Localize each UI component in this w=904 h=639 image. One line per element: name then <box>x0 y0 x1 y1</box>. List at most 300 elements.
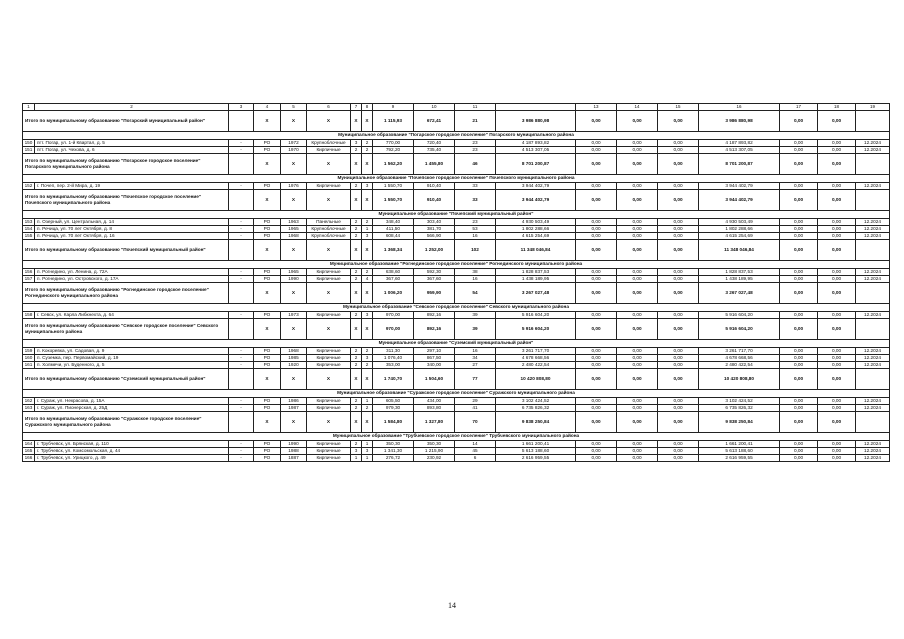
column-number-cell: 11 <box>455 104 496 111</box>
table-cell: 160 <box>23 354 35 361</box>
table-cell: 12.2024 <box>856 354 890 361</box>
table-cell: Кирпичные <box>307 268 351 275</box>
table-cell: 1 <box>362 225 373 232</box>
table-cell: 0,00 <box>617 225 658 232</box>
table-cell: 867,50 <box>414 354 455 361</box>
total-cell: 0,00 <box>576 189 617 210</box>
total-cell <box>229 318 254 339</box>
table-cell: 0,00 <box>780 182 818 189</box>
table-cell: 367,60 <box>373 275 414 282</box>
address-cell: п. Речица, ул. 70 лет Октября, д. 8 <box>35 225 229 232</box>
total-cell: 0,00 <box>780 189 818 210</box>
table-cell: - <box>229 225 254 232</box>
table-cell: 720,40 <box>414 139 455 146</box>
table-cell: 892,16 <box>414 311 455 318</box>
column-number-cell: 2 <box>35 104 229 111</box>
table-cell: 0,00 <box>658 447 699 454</box>
table-cell: - <box>229 311 254 318</box>
section-title: Муниципальное образование "Почепское городское поселение" Почепского муниципального района <box>23 174 890 182</box>
table-cell: - <box>229 182 254 189</box>
total-cell: Х <box>351 411 362 432</box>
total-cell: 0,00 <box>818 318 856 339</box>
table-cell: 12.2024 <box>856 275 890 282</box>
table-cell: - <box>229 440 254 447</box>
table-cell: 0,00 <box>818 275 856 282</box>
total-cell: 1 115,93 <box>373 110 414 131</box>
table-cell: 608,44 <box>373 232 414 239</box>
table-cell: 0,00 <box>818 361 856 368</box>
address-cell: г. Севск, ул. Карла Либкнехта, д. 64 <box>35 311 229 318</box>
table-cell: Кирпичные <box>307 454 351 461</box>
table-cell: 0,00 <box>617 361 658 368</box>
table-cell: 910,40 <box>414 182 455 189</box>
table-cell: РО <box>254 218 281 225</box>
table-cell: 2 <box>351 311 362 318</box>
table-cell: 4 930 503,49 <box>496 218 576 225</box>
table-cell: 0,00 <box>780 225 818 232</box>
table-cell: - <box>229 275 254 282</box>
table-cell: 23 <box>455 218 496 225</box>
table-cell: 1 828 837,53 <box>496 268 576 275</box>
table-cell: - <box>229 347 254 354</box>
table-row <box>23 447 890 454</box>
table-cell: 2 <box>351 218 362 225</box>
table-cell: 0,00 <box>658 354 699 361</box>
total-cell <box>229 189 254 210</box>
total-cell: 0,00 <box>818 368 856 389</box>
table-cell: РО <box>254 397 281 404</box>
total-cell: 0,00 <box>576 282 617 303</box>
table-cell: 0,00 <box>576 361 617 368</box>
table-cell: 0,00 <box>818 347 856 354</box>
table-cell: Кирпичные <box>307 440 351 447</box>
table-cell: 12.2024 <box>856 182 890 189</box>
table-cell: РО <box>254 146 281 153</box>
address-cell: п. Холмечи, ул. Буденного, д. 5 <box>35 361 229 368</box>
total-cell: 1 584,80 <box>373 411 414 432</box>
table-cell: 12.2024 <box>856 311 890 318</box>
total-cell: 3 267 027,48 <box>496 282 576 303</box>
table-row <box>23 232 890 239</box>
table-cell: 23 <box>455 139 496 146</box>
table-cell: 2 <box>362 139 373 146</box>
page-number: 14 <box>448 601 456 610</box>
total-label: Итого по муниципальному образованию "Почепский муниципальный район" <box>23 239 229 260</box>
total-cell: 3 267 027,48 <box>699 282 780 303</box>
total-cell: Х <box>307 411 351 432</box>
table-cell: 0,00 <box>576 311 617 318</box>
table-cell: 1 802 288,66 <box>699 225 780 232</box>
table-cell: - <box>229 354 254 361</box>
table-cell: 792,20 <box>373 146 414 153</box>
table-cell: 1976 <box>281 182 307 189</box>
total-cell: 1 740,70 <box>373 368 414 389</box>
table-cell: 0,00 <box>658 454 699 461</box>
table-cell: 0,00 <box>658 146 699 153</box>
total-cell: 33 <box>455 189 496 210</box>
table-cell: 2 <box>362 347 373 354</box>
table-cell: 0,00 <box>576 440 617 447</box>
table-cell: 38 <box>455 268 496 275</box>
total-cell <box>229 110 254 131</box>
table-cell: 1990 <box>281 440 307 447</box>
table-cell: РО <box>254 139 281 146</box>
table-cell: Кирпичные <box>307 275 351 282</box>
total-cell: Х <box>254 189 281 210</box>
total-cell: Х <box>362 110 373 131</box>
column-number-cell: 18 <box>818 104 856 111</box>
table-cell: Кирпичные <box>307 182 351 189</box>
table-cell: РО <box>254 182 281 189</box>
total-cell: Х <box>281 239 307 260</box>
table-cell: РО <box>254 268 281 275</box>
column-number-cell: 17 <box>780 104 818 111</box>
total-cell: Х <box>351 110 362 131</box>
table-cell: Панельные <box>307 218 351 225</box>
total-cell <box>856 239 890 260</box>
total-cell: 3 944 402,79 <box>699 189 780 210</box>
table-cell: 1965 <box>281 225 307 232</box>
total-cell <box>229 282 254 303</box>
column-number-cell: 14 <box>617 104 658 111</box>
table-cell: Кирпичные <box>307 347 351 354</box>
table-cell: 12.2024 <box>856 139 890 146</box>
table-cell: 0,00 <box>780 275 818 282</box>
total-cell: 0,00 <box>818 153 856 174</box>
table-cell: 0,00 <box>818 311 856 318</box>
total-cell: 672,41 <box>414 110 455 131</box>
table-cell: 4 <box>362 275 373 282</box>
table-cell: 970,00 <box>373 311 414 318</box>
total-cell: 46 <box>455 153 496 174</box>
table-cell: 4 187 893,82 <box>699 139 780 146</box>
table-cell: 0,00 <box>780 232 818 239</box>
column-number-cell: 15 <box>658 104 699 111</box>
total-cell: 1 252,00 <box>414 239 455 260</box>
table-row <box>23 354 890 361</box>
total-cell: 0,00 <box>617 153 658 174</box>
total-cell <box>856 153 890 174</box>
table-cell: 12.2024 <box>856 232 890 239</box>
table-cell: Крупноблочные <box>307 139 351 146</box>
table-cell: РО <box>254 440 281 447</box>
table-cell: 3 <box>351 447 362 454</box>
table-cell: 16 <box>455 347 496 354</box>
total-cell <box>229 411 254 432</box>
table-cell: 1986 <box>281 397 307 404</box>
table-cell: 0,00 <box>658 218 699 225</box>
table-cell: 0,00 <box>617 275 658 282</box>
section-title: Муниципальное образование "Погарское городское поселение" Погарского муниципального района <box>23 131 890 139</box>
table-cell: 154 <box>23 225 35 232</box>
table-cell: 0,00 <box>780 218 818 225</box>
table-cell: 166 <box>23 454 35 461</box>
table-row <box>23 139 890 146</box>
table-cell: 1987 <box>281 404 307 411</box>
table-cell: 0,00 <box>576 447 617 454</box>
table-row <box>23 275 890 282</box>
table-cell: 0,00 <box>658 275 699 282</box>
total-cell: 77 <box>455 368 496 389</box>
total-cell: Х <box>307 153 351 174</box>
total-cell: Х <box>351 189 362 210</box>
total-cell: Х <box>362 282 373 303</box>
total-row <box>23 411 890 432</box>
table-cell: 0,00 <box>576 454 617 461</box>
table-cell: 12.2024 <box>856 268 890 275</box>
total-cell: 0,00 <box>780 318 818 339</box>
table-cell: Кирпичные <box>307 311 351 318</box>
table-cell: 0,00 <box>818 268 856 275</box>
table-cell: 0,00 <box>576 146 617 153</box>
table-cell: РО <box>254 311 281 318</box>
total-cell: Х <box>307 282 351 303</box>
total-cell: 11 348 046,84 <box>496 239 576 260</box>
total-cell: 8 701 200,87 <box>496 153 576 174</box>
table-cell: 0,00 <box>658 232 699 239</box>
column-number-cell: 6 <box>307 104 351 111</box>
total-cell: 0,00 <box>780 411 818 432</box>
total-cell: Х <box>254 239 281 260</box>
total-cell <box>856 189 890 210</box>
table-cell: 12.2024 <box>856 225 890 232</box>
total-cell <box>856 110 890 131</box>
table-cell: 1 661 200,41 <box>496 440 576 447</box>
table-cell: 353,00 <box>373 361 414 368</box>
table-cell: 0,00 <box>617 311 658 318</box>
total-cell: 0,00 <box>576 239 617 260</box>
table-cell: 39 <box>455 311 496 318</box>
total-cell <box>856 411 890 432</box>
table-cell: Кирпичные <box>307 146 351 153</box>
table-cell: 34 <box>455 354 496 361</box>
table-cell: 3 <box>351 139 362 146</box>
total-cell: Х <box>307 318 351 339</box>
table-cell: 1 438 189,95 <box>496 275 576 282</box>
table-cell: 2 <box>362 404 373 411</box>
total-cell: 1 006,20 <box>373 282 414 303</box>
table-cell: 3 102 424,52 <box>699 397 780 404</box>
section-header-row <box>23 303 890 311</box>
table-cell: - <box>229 232 254 239</box>
total-cell: Х <box>254 318 281 339</box>
total-cell: 0,00 <box>576 411 617 432</box>
table-cell: 0,00 <box>617 182 658 189</box>
table-row <box>23 404 890 411</box>
total-cell: 11 348 046,84 <box>699 239 780 260</box>
section-title: Муниципальное образование "Рогнединское городское поселение" Рогнединского муниципального района <box>23 260 890 268</box>
section-title: Муниципальное образование "Трубчевское городское поселение" Трубчевского муниципального района <box>23 432 890 440</box>
total-cell: Х <box>362 153 373 174</box>
table-cell: 2 480 422,54 <box>699 361 780 368</box>
table-cell: 0,00 <box>818 146 856 153</box>
table-cell: 4 187 893,82 <box>496 139 576 146</box>
address-cell: г. Трубчевск, ул. Комсомольская, д. 44 <box>35 447 229 454</box>
section-header-row <box>23 131 890 139</box>
table-cell: 0,00 <box>658 397 699 404</box>
table-cell: 3 <box>362 447 373 454</box>
table-cell: 381,70 <box>414 225 455 232</box>
table-cell: 41 <box>455 404 496 411</box>
table-cell: 230,92 <box>414 454 455 461</box>
table-cell: 350,30 <box>414 440 455 447</box>
total-row <box>23 282 890 303</box>
column-number-cell: 5 <box>281 104 307 111</box>
total-cell: 970,00 <box>373 318 414 339</box>
address-cell: п. Речица, ул. 70 лет Октября, д. 16 <box>35 232 229 239</box>
total-cell: Х <box>281 318 307 339</box>
table-cell: 0,00 <box>617 139 658 146</box>
total-cell: 0,00 <box>658 282 699 303</box>
total-cell: Х <box>307 189 351 210</box>
table-cell: 0,00 <box>780 311 818 318</box>
table-cell: 0,00 <box>617 447 658 454</box>
table-cell: РО <box>254 354 281 361</box>
table-cell: 23 <box>455 146 496 153</box>
column-number-cell: 1 <box>23 104 35 111</box>
table-cell: 1 661 200,41 <box>699 440 780 447</box>
table-cell: 0,00 <box>617 440 658 447</box>
total-cell <box>229 368 254 389</box>
table-cell: 0,00 <box>576 225 617 232</box>
table-cell: 3 <box>362 311 373 318</box>
total-label: Итого по муниципальному образованию "Суражское городское поселение" Суражского муниципального района <box>23 411 229 432</box>
table-cell: 6 735 826,32 <box>699 404 780 411</box>
table-cell: 2 <box>351 232 362 239</box>
table-cell: 605,50 <box>373 397 414 404</box>
table-cell: РО <box>254 361 281 368</box>
table-cell: 0,00 <box>576 268 617 275</box>
table-cell: Кирпичные <box>307 361 351 368</box>
table-cell: Кирпичные <box>307 397 351 404</box>
table-cell: 0,00 <box>780 440 818 447</box>
total-cell: Х <box>351 282 362 303</box>
table-cell: 6 735 826,32 <box>496 404 576 411</box>
total-cell: 0,00 <box>617 411 658 432</box>
column-number-cell: 4 <box>254 104 281 111</box>
table-cell: 350,30 <box>373 440 414 447</box>
total-cell: 1 562,20 <box>373 153 414 174</box>
table-cell: - <box>229 268 254 275</box>
total-cell: 39 <box>455 318 496 339</box>
table-cell: 0,00 <box>780 146 818 153</box>
table-cell: 0,00 <box>818 218 856 225</box>
table-cell: 367,60 <box>414 275 455 282</box>
table-row <box>23 397 890 404</box>
table-cell: 2 <box>351 275 362 282</box>
total-cell: 0,00 <box>617 368 658 389</box>
table-cell: 0,00 <box>818 225 856 232</box>
table-cell: 2 <box>351 440 362 447</box>
table-cell: 0,00 <box>780 404 818 411</box>
table-cell: - <box>229 447 254 454</box>
address-cell: п. Кокоревка, ул. Садовая, д. 9 <box>35 347 229 354</box>
table-cell: 0,00 <box>617 354 658 361</box>
address-cell: пгт. Погар, ул. 1-й Квартал, д. 5 <box>35 139 229 146</box>
table-cell: 0,00 <box>780 447 818 454</box>
total-cell: 0,00 <box>780 239 818 260</box>
total-cell: 0,00 <box>617 239 658 260</box>
table-cell: 165 <box>23 447 35 454</box>
table-cell: 434,00 <box>414 397 455 404</box>
table-cell: 1965 <box>281 268 307 275</box>
table-cell: 0,00 <box>818 397 856 404</box>
table-row <box>23 225 890 232</box>
table-cell: 0,00 <box>576 397 617 404</box>
total-cell: 0,00 <box>818 282 856 303</box>
table-cell: 2 <box>351 225 362 232</box>
table-cell: 3 944 402,79 <box>496 182 576 189</box>
table-cell: 770,00 <box>373 139 414 146</box>
table-cell: 3 <box>362 354 373 361</box>
total-cell: 0,00 <box>576 153 617 174</box>
section-title: Муниципальное образование "Суземский муниципальный район" <box>23 339 890 347</box>
table-cell: 29 <box>455 397 496 404</box>
table-cell: 4 930 503,49 <box>699 218 780 225</box>
table-cell: 5 916 604,20 <box>496 311 576 318</box>
table-cell: 1973 <box>281 311 307 318</box>
table-cell: 0,00 <box>576 354 617 361</box>
table-cell: 1963 <box>281 218 307 225</box>
total-cell: Х <box>307 110 351 131</box>
address-cell: г. Трубчевск, ул. Урицкого, д. 49 <box>35 454 229 461</box>
total-cell: 892,16 <box>414 318 455 339</box>
table-cell: 5 613 188,60 <box>699 447 780 454</box>
address-cell: п. Рогнедино, ул. Ленина, д. 72А <box>35 268 229 275</box>
table-cell: 2 <box>362 146 373 153</box>
table-cell: 0,00 <box>576 404 617 411</box>
total-cell: 3 944 402,79 <box>496 189 576 210</box>
total-cell: Х <box>281 189 307 210</box>
table-cell: 12.2024 <box>856 397 890 404</box>
column-number-cell: 8 <box>362 104 373 111</box>
table-cell: 3 944 402,79 <box>699 182 780 189</box>
total-label: Итого по муниципальному образованию "Рогнединское городское поселение" Рогнединского муниципального района <box>23 282 229 303</box>
total-cell: 1 327,80 <box>414 411 455 432</box>
table-cell: - <box>229 218 254 225</box>
total-cell <box>229 153 254 174</box>
table-cell: 1968 <box>281 347 307 354</box>
total-row <box>23 153 890 174</box>
table-cell: 0,00 <box>617 232 658 239</box>
table-cell: 638,60 <box>373 268 414 275</box>
table-cell: 0,00 <box>658 311 699 318</box>
total-cell: 910,40 <box>414 189 455 210</box>
total-cell: 9 838 250,84 <box>699 411 780 432</box>
table-cell: РО <box>254 447 281 454</box>
table-cell: 0,00 <box>658 404 699 411</box>
address-cell: г. Трубчевск, ул. Брянская, д. 110 <box>35 440 229 447</box>
table-cell: РО <box>254 275 281 282</box>
table-cell: 162 <box>23 397 35 404</box>
table-row <box>23 182 890 189</box>
table-cell: 0,00 <box>576 232 617 239</box>
table-cell: Кирпичные <box>307 447 351 454</box>
table-cell: - <box>229 454 254 461</box>
total-cell: 0,00 <box>576 368 617 389</box>
table-cell: 2 <box>351 146 362 153</box>
total-cell <box>856 368 890 389</box>
address-cell: г. Почеп, пер. 2-й Мира, д. 19 <box>35 182 229 189</box>
total-label: Итого по муниципальному образованию "Почепское городское поселение" Почепского муниципального района <box>23 189 229 210</box>
total-cell: Х <box>254 282 281 303</box>
table-cell: 5 613 188,60 <box>496 447 576 454</box>
total-label: Итого по муниципальному образованию "Севское городское поселение" Севского муниципального района <box>23 318 229 339</box>
table-cell: Кирпичные <box>307 404 351 411</box>
total-cell: 0,00 <box>617 110 658 131</box>
total-row <box>23 110 890 131</box>
document-table-sheet <box>22 103 881 462</box>
